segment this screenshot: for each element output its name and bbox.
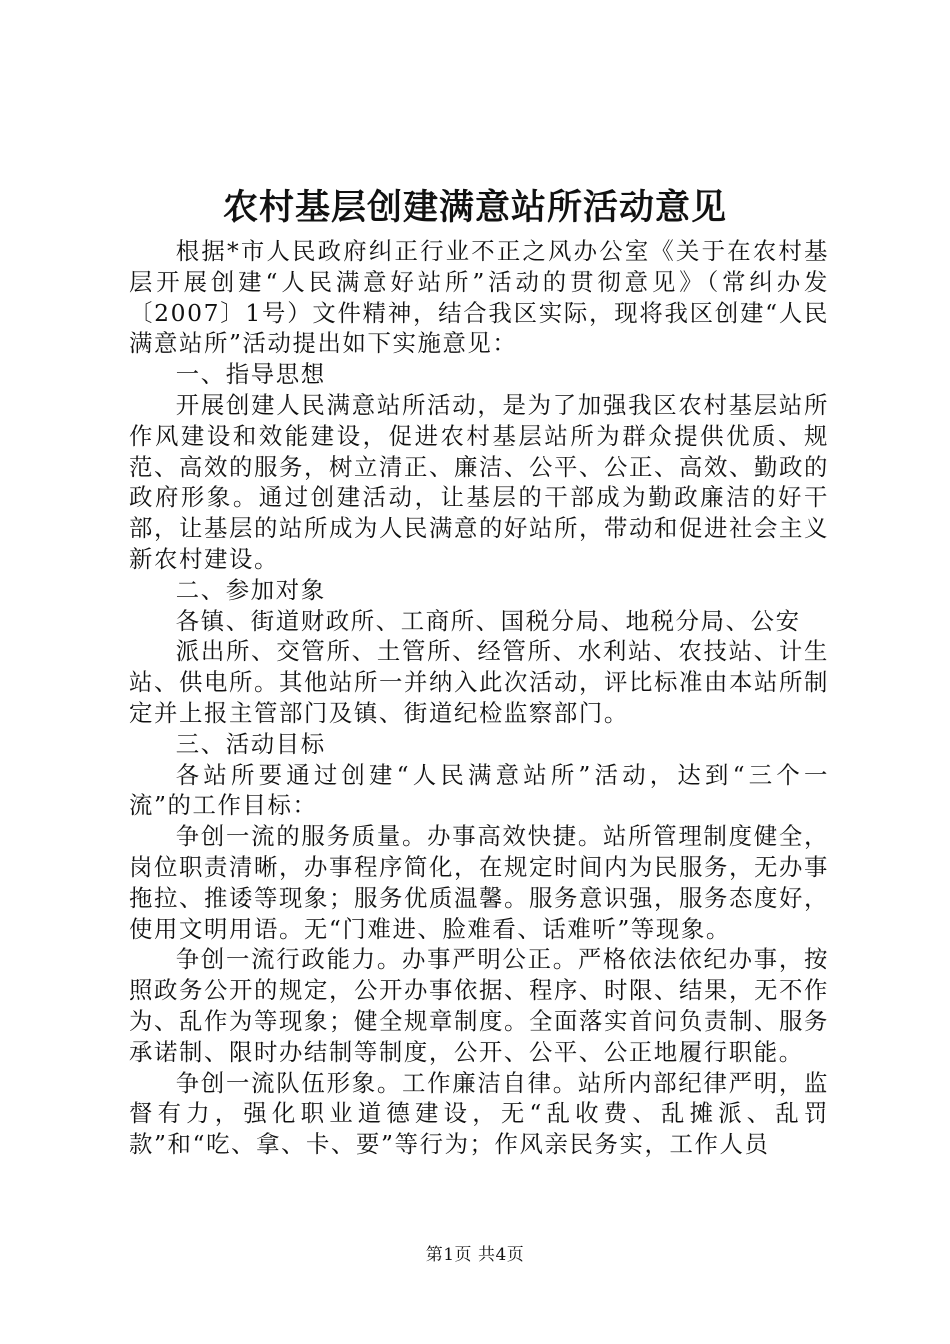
paragraph-guiding-ideology: 开展创建人民满意站所活动，是为了加强我区农村基层站所作风建设和效能建设，促进农村基层站所为群众提供优质、规范、高效的服务，树立清正、廉洁、公平、公正、高效、勤政的政府形象。通过创建活动，让基层的干部成为勤政廉洁的好干部，让基层的站所成为人民满意的好站所，带动和促进社会主义新农村建设。 bbox=[129, 390, 829, 573]
paragraph-activity-goals: 各站所要通过创建“人民满意站所”活动，达到“三个一流”的工作目标： bbox=[129, 760, 829, 820]
paragraph-intro: 根据*市人民政府纠正行业不正之风办公室《关于在农村基层开展创建“人民满意好站所”活动的贯彻意见》（常纠办发〔2007〕1号）文件精神，结合我区实际，现将我区创建“人民满意站所”活动提出如下实施意见： bbox=[129, 237, 829, 358]
paragraph-participants-2: 派出所、交管所、土管所、经管所、水利站、农技站、计生站、供电所。其他站所一并纳入此次活动，评比标准由本站所制定并上报主管部门及镇、街道纪检监察部门。 bbox=[129, 637, 829, 727]
section-heading-activity-goals: 三、活动目标 bbox=[175, 729, 326, 758]
section-heading-participants: 二、参加对象 bbox=[175, 575, 326, 604]
paragraph-administrative-capacity: 争创一流行政能力。办事严明公正。严格依法依纪办事，按照政务公开的规定，公开办事依据、程序、时限、结果，无不作为、乱作为等现象；健全规章制度。全面落实首问负责制、服务承诺制、限时办结制等制度，公开、公平、公正地履行职能。 bbox=[129, 945, 829, 1066]
section-heading-guiding-ideology: 一、指导思想 bbox=[175, 360, 326, 389]
document-title: 农村基层创建满意站所活动意见 bbox=[222, 187, 727, 228]
paragraph-service-quality: 争创一流的服务质量。办事高效快捷。站所管理制度健全，岗位职责清晰，办事程序简化，在规定时间内为民服务，无办事拖拉、推诿等现象；服务优质温馨。服务意识强，服务态度好，使用文明用语。无“门难进、脸难看、话难听”等现象。 bbox=[129, 822, 829, 943]
paragraph-team-image: 争创一流队伍形象。工作廉洁自律。站所内部纪律严明，监督有力，强化职业道德建设，无“乱收费、乱摊派、乱罚款”和“吃、拿、卡、要”等行为；作风亲民务实，工作人员 bbox=[129, 1068, 829, 1159]
paragraph-participants-1: 各镇、街道财政所、工商所、国税分局、地税分局、公安 bbox=[175, 606, 801, 635]
document-body bbox=[129, 236, 829, 1160]
page-footer: 第1页 共4页 bbox=[425, 1245, 525, 1265]
